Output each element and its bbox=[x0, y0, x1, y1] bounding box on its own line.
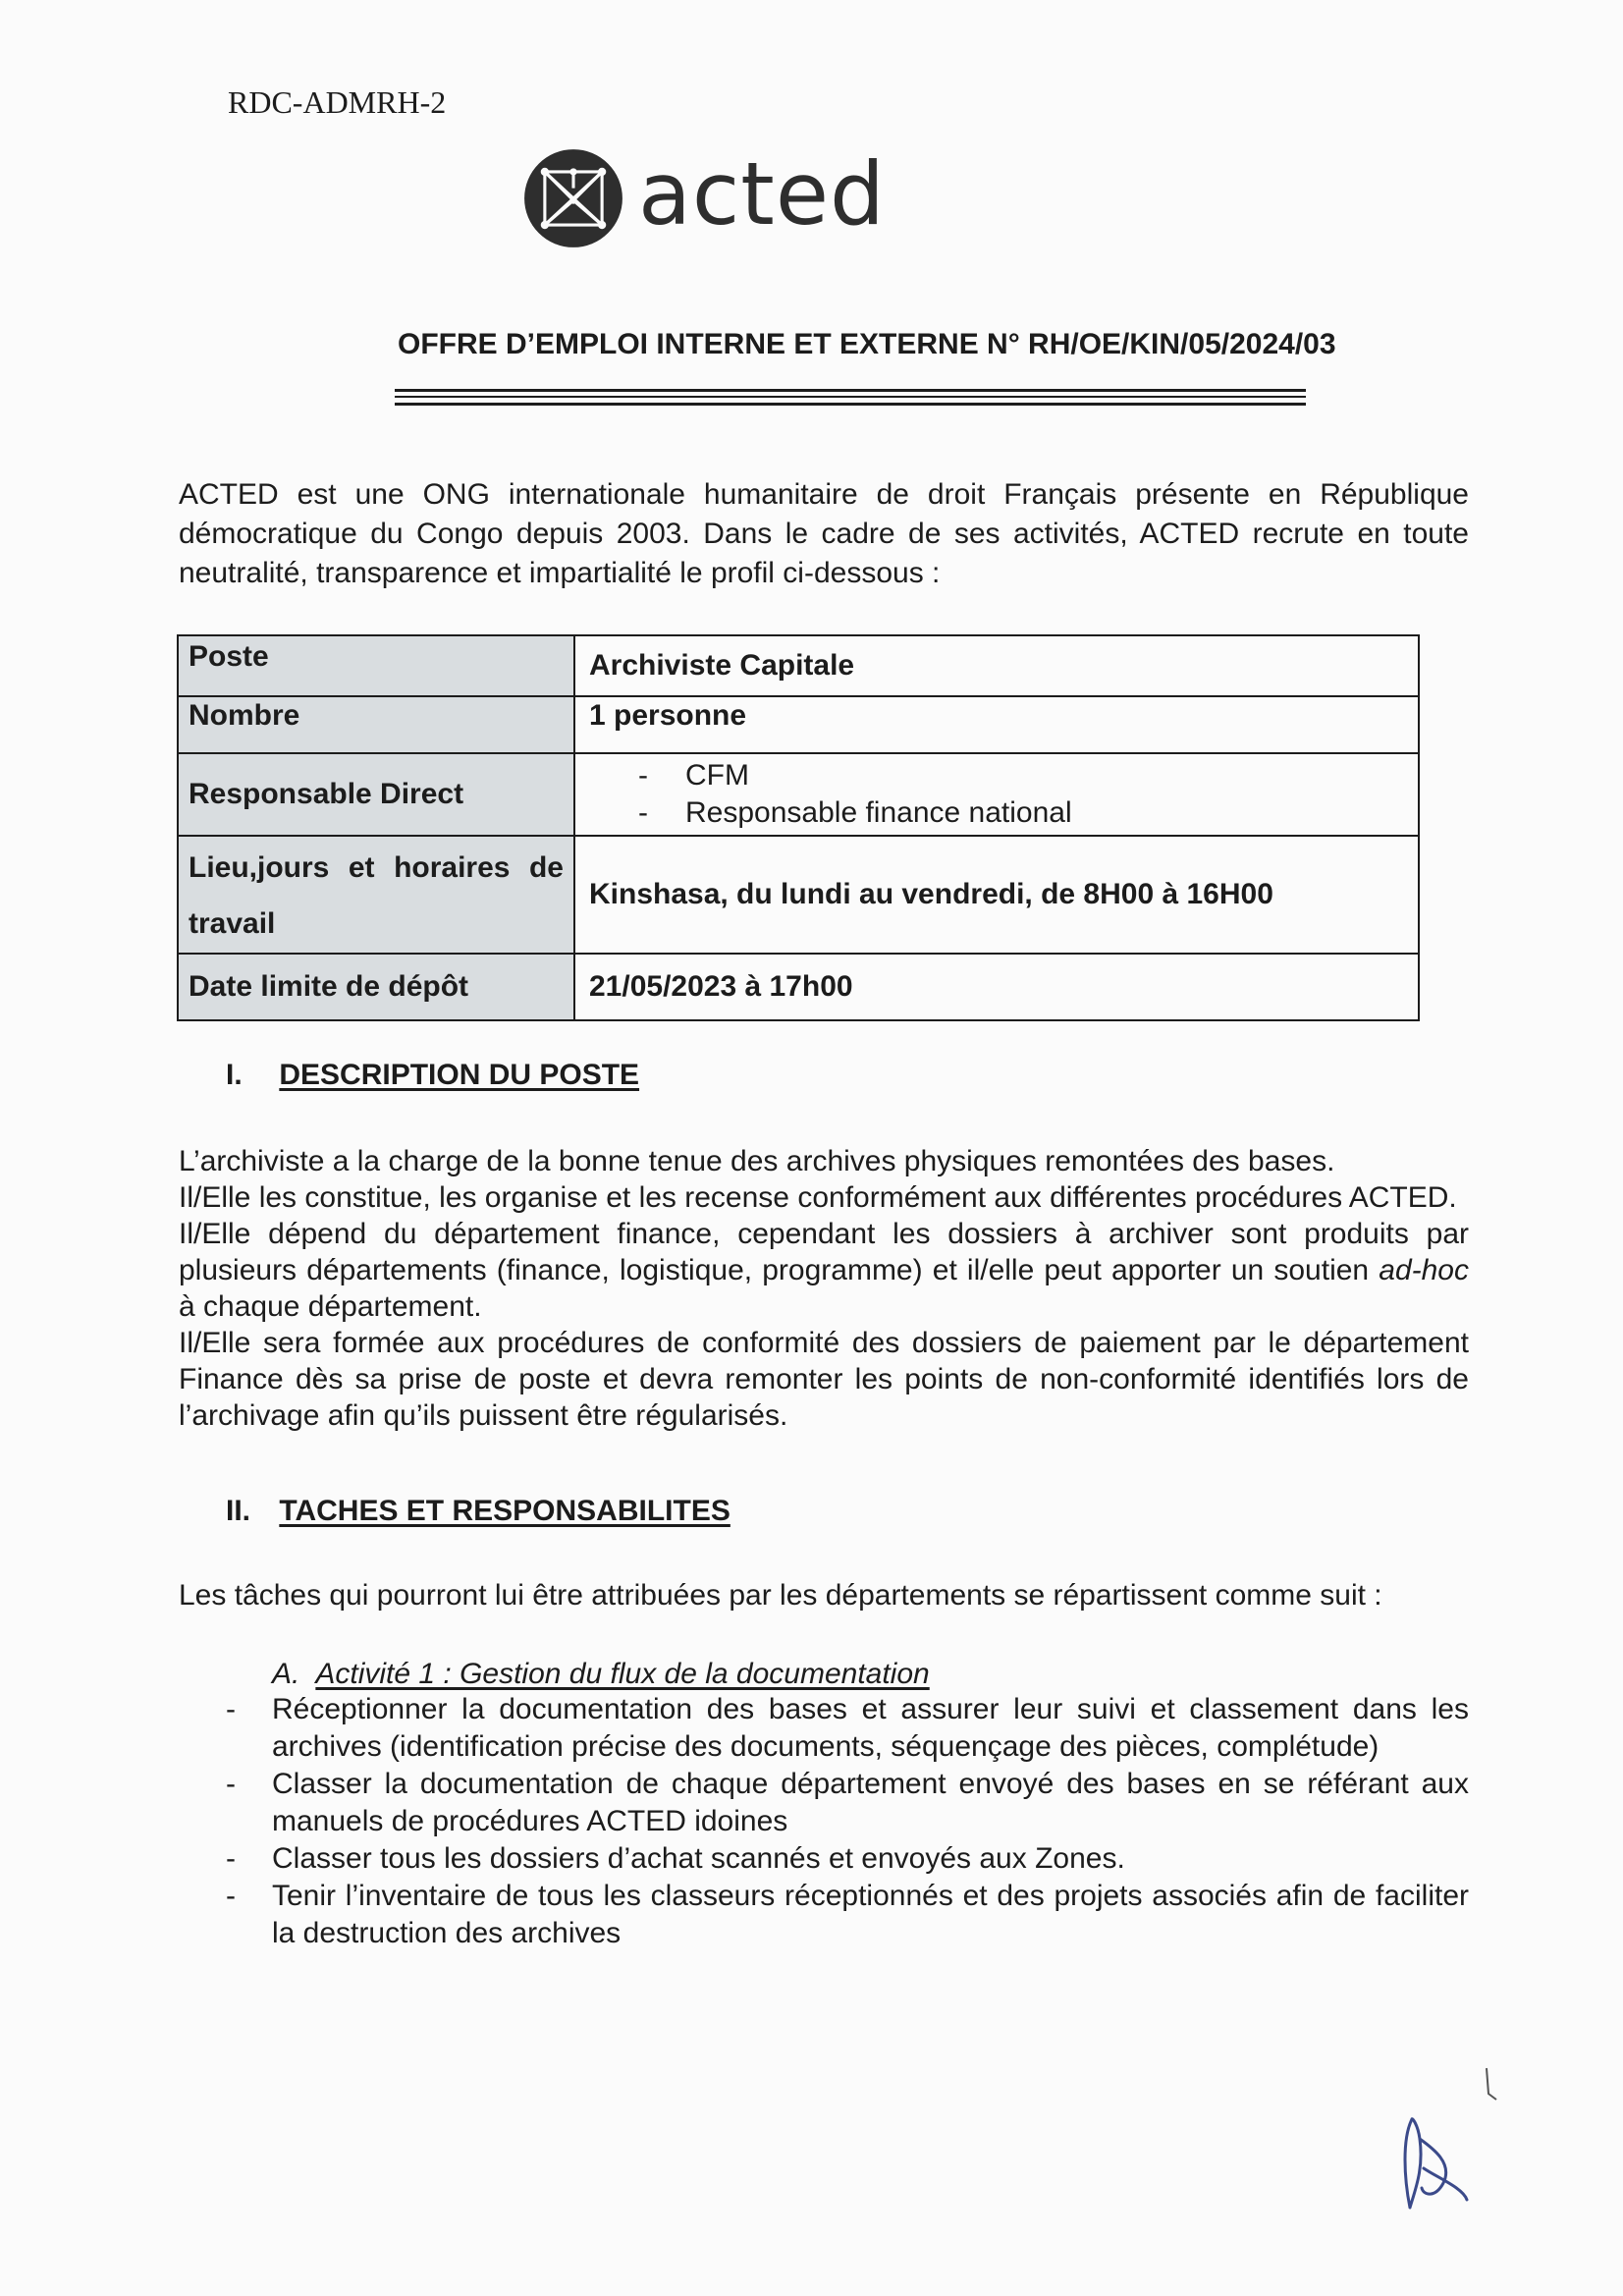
lieu-label-word: horaires bbox=[394, 851, 511, 884]
table-row bbox=[178, 696, 1419, 753]
responsable-label: Responsable Direct bbox=[178, 753, 574, 836]
handwritten-initials bbox=[1384, 2109, 1473, 2217]
logo-wordmark: acted bbox=[638, 143, 886, 245]
lieu-label-word: de bbox=[528, 851, 564, 884]
section-number: I. bbox=[226, 1059, 243, 1091]
document-reference: RDC-ADMRH-2 bbox=[228, 84, 447, 120]
lieu-label-word: Lieu,jours bbox=[189, 851, 330, 884]
description-paragraphs bbox=[179, 1143, 1469, 1434]
title-rule bbox=[395, 403, 1306, 406]
task-list bbox=[179, 1691, 1469, 1952]
lieu-label-word: et bbox=[348, 851, 375, 884]
date-label: Date limite de dépôt bbox=[178, 954, 574, 1020]
paragraph: Il/Elle sera formée aux procédures de conformité des dossiers de paiement par le département Finance dès sa prise de poste et devra remonter les points de non-conformité identifiés lors de l’archivage afin qu’ils puissent être régularisés. bbox=[179, 1327, 1469, 1432]
poste-label: Poste bbox=[178, 635, 574, 696]
poste-value: Archiviste Capitale bbox=[574, 635, 1419, 696]
section-heading bbox=[226, 1059, 639, 1092]
activity-letter: A. bbox=[272, 1658, 300, 1690]
paragraph: Il/Elle les constitue, les organise et les recense conformément aux différentes procédures ACTED. bbox=[179, 1181, 1457, 1214]
list-item: - Responsable finance national bbox=[638, 794, 1408, 832]
job-info-table bbox=[177, 634, 1420, 1021]
section-heading bbox=[226, 1495, 730, 1528]
activity-title: Activité 1 : Gestion du flux de la documentation bbox=[315, 1658, 930, 1690]
tasks-intro: Les tâches qui pourront lui être attribuées par les départements se répartissent comme suit : bbox=[179, 1579, 1382, 1612]
section-title: DESCRIPTION DU POSTE bbox=[279, 1059, 640, 1091]
nombre-label: Nombre bbox=[178, 696, 574, 753]
nombre-value: 1 personne bbox=[574, 696, 1419, 753]
list-item: - Classer tous les dossiers d’achat scannés et envoyés aux Zones. bbox=[179, 1840, 1469, 1878]
paragraph: L’archiviste a la charge de la bonne tenue des archives physiques remontées des bases. bbox=[179, 1145, 1335, 1177]
table-row bbox=[178, 753, 1419, 836]
lieu-label bbox=[178, 836, 574, 954]
date-value: 21/05/2023 à 17h00 bbox=[574, 954, 1419, 1020]
section-number: II. bbox=[226, 1495, 251, 1527]
italic-term: ad-hoc bbox=[1379, 1254, 1469, 1286]
acted-logo bbox=[522, 143, 886, 247]
table-row bbox=[178, 954, 1419, 1020]
paragraph: Il/Elle dépend du département finance, cependant les dossiers à archiver sont produits par plusieurs départements (finance, logistique, programme) et il/elle peut apporter un soutien ad-hoc à chaque département. bbox=[179, 1218, 1469, 1323]
list-item: - CFM bbox=[638, 757, 1408, 794]
table-row bbox=[178, 635, 1419, 696]
list-item: - Tenir l’inventaire de tous les classeurs réceptionnés et des projets associés afin de faciliter la destruction des archives bbox=[179, 1878, 1469, 1952]
title-rule bbox=[395, 389, 1306, 392]
table-row bbox=[178, 836, 1419, 954]
responsable-list bbox=[589, 757, 1408, 832]
responsable-value bbox=[574, 753, 1419, 836]
lieu-value: Kinshasa, du lundi au vendredi, de 8H00 à 16H00 bbox=[574, 836, 1419, 954]
lieu-label-line2: travail bbox=[189, 907, 276, 940]
section-title: TACHES ET RESPONSABILITES bbox=[279, 1495, 730, 1527]
list-item: - Classer la documentation de chaque département envoyé des bases en se référant aux manuels de procédures ACTED idoines bbox=[179, 1766, 1469, 1840]
list-item: - Réceptionner la documentation des bases et assurer leur suivi et classement dans les archives (identification précise des documents, séquençage des pièces, complétude) bbox=[179, 1691, 1469, 1766]
title-rule bbox=[395, 396, 1306, 398]
scan-mark bbox=[1483, 2064, 1502, 2104]
activity-heading bbox=[272, 1658, 930, 1691]
intro-paragraph: ACTED est une ONG internationale humanitaire de droit Français présente en République démocratique du Congo depuis 2003. Dans le cadre de ses activités, ACTED recrute en toute neutralité, transparence et impartialité le profil ci-dessous : bbox=[179, 478, 1469, 589]
offer-title: OFFRE D’EMPLOI INTERNE ET EXTERNE N° RH/OE/KIN/05/2024/03 bbox=[398, 328, 1336, 360]
acted-globe-logo-icon bbox=[522, 147, 624, 249]
